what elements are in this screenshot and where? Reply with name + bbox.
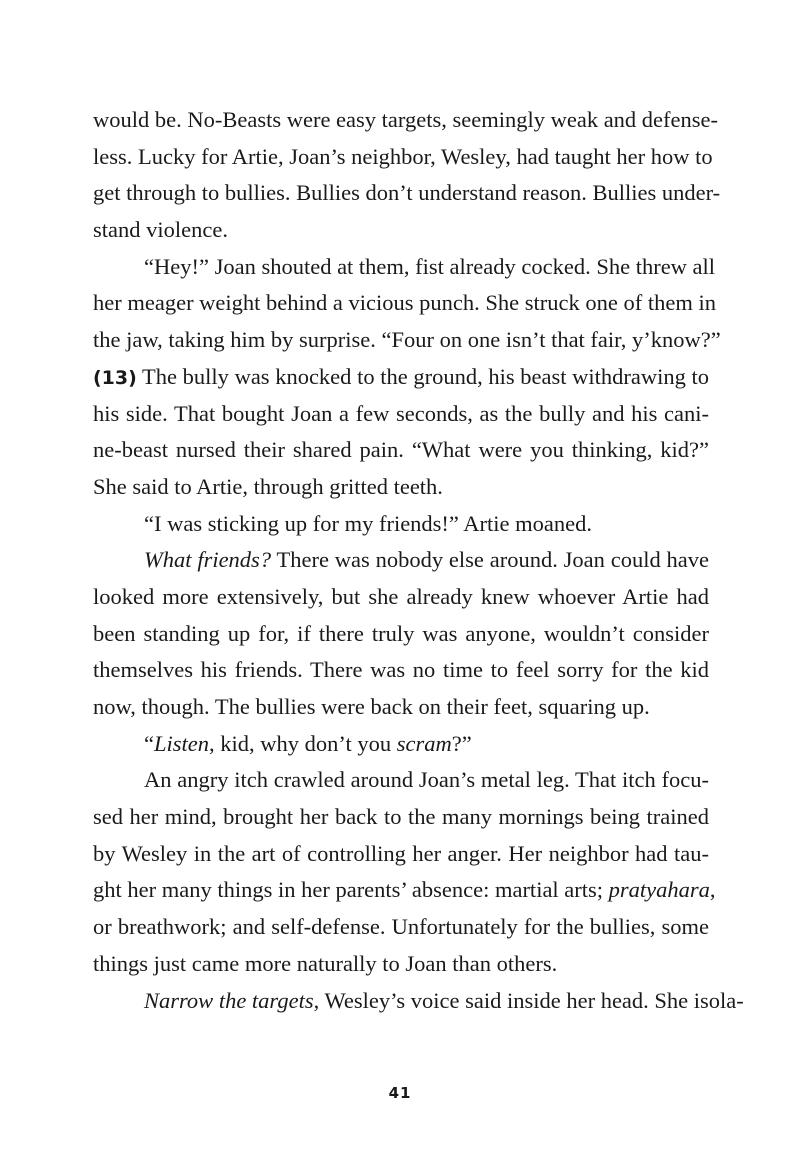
text-line: the jaw, taking him by surprise. “Four on one isn’t that fair, y’know?” <box>93 327 721 353</box>
text-line: ne-beast nursed their shared pain. “What were you thinking, kid?” <box>93 437 709 463</box>
text-line <box>93 359 709 396</box>
text-line: sed her mind, brought her back to the many mornings being trained <box>93 804 709 830</box>
text-line: “Hey!” Joan shouted at them, fist already cocked. She threw all <box>144 253 716 279</box>
text-line: stand violence. <box>93 217 228 243</box>
text-span: , Wesley’s voice said inside her head. She isola- <box>313 987 744 1013</box>
text-line: She said to Artie, through gritted teeth. <box>93 473 443 499</box>
page-body <box>93 102 744 1019</box>
text-line: themselves his friends. There was no time to feel sorry for the kid <box>93 657 709 683</box>
text-line: by Wesley in the art of controlling her anger. Her neighbor had tau- <box>93 840 709 866</box>
italic-span: What friends? <box>144 547 272 573</box>
text-line <box>93 726 709 763</box>
italic-span: Listen <box>154 730 210 756</box>
text-span: There was nobody else around. Joan could have <box>271 547 709 573</box>
footnote-marker: (13) <box>93 366 137 389</box>
text-line: looked more extensively, but she already knew whoever Artie had <box>93 583 709 609</box>
text-line: or breathwork; and self-defense. Unfortunately for the bullies, some <box>93 914 709 940</box>
text-span: The bully was knocked to the ground, his beast withdrawing to <box>136 363 709 389</box>
text-span: , kid, why don’t you <box>209 730 397 756</box>
text-line: his side. That bought Joan a few seconds, as the bully and his cani- <box>93 400 709 426</box>
italic-span: Narrow the targets <box>144 987 314 1013</box>
text-line: get through to bullies. Bullies don’t understand reason. Bullies under- <box>93 180 721 206</box>
italic-span: scram <box>396 730 452 756</box>
text-line <box>93 872 716 909</box>
text-line: been standing up for, if there truly was anyone, wouldn’t consider <box>93 620 709 646</box>
text-line: would be. No-Beasts were easy targets, seemingly weak and defense- <box>93 107 719 132</box>
text-line <box>93 983 744 1020</box>
text-span: ?” <box>451 730 472 756</box>
text-line: now, though. The bullies were back on their feet, squaring up. <box>93 694 650 719</box>
text-line: less. Lucky for Artie, Joan’s neighbor, Wesley, had taught her how to <box>93 143 713 169</box>
text-span: “ <box>144 730 154 756</box>
page-number: 41 <box>388 1084 412 1102</box>
text-span: , <box>709 877 716 903</box>
text-line: her meager weight behind a vicious punch. She struck one of them in <box>93 290 716 316</box>
text-line <box>93 542 709 579</box>
text-line: things just came more naturally to Joan than others. <box>93 950 558 976</box>
text-span: ght her many things in her parents’ absence: martial arts; <box>93 877 609 903</box>
text-line: An angry itch crawled around Joan’s metal leg. That itch focu- <box>144 767 709 793</box>
text-line: “I was sticking up for my friends!” Artie moaned. <box>144 510 593 536</box>
italic-span: pratyahara <box>608 877 710 903</box>
